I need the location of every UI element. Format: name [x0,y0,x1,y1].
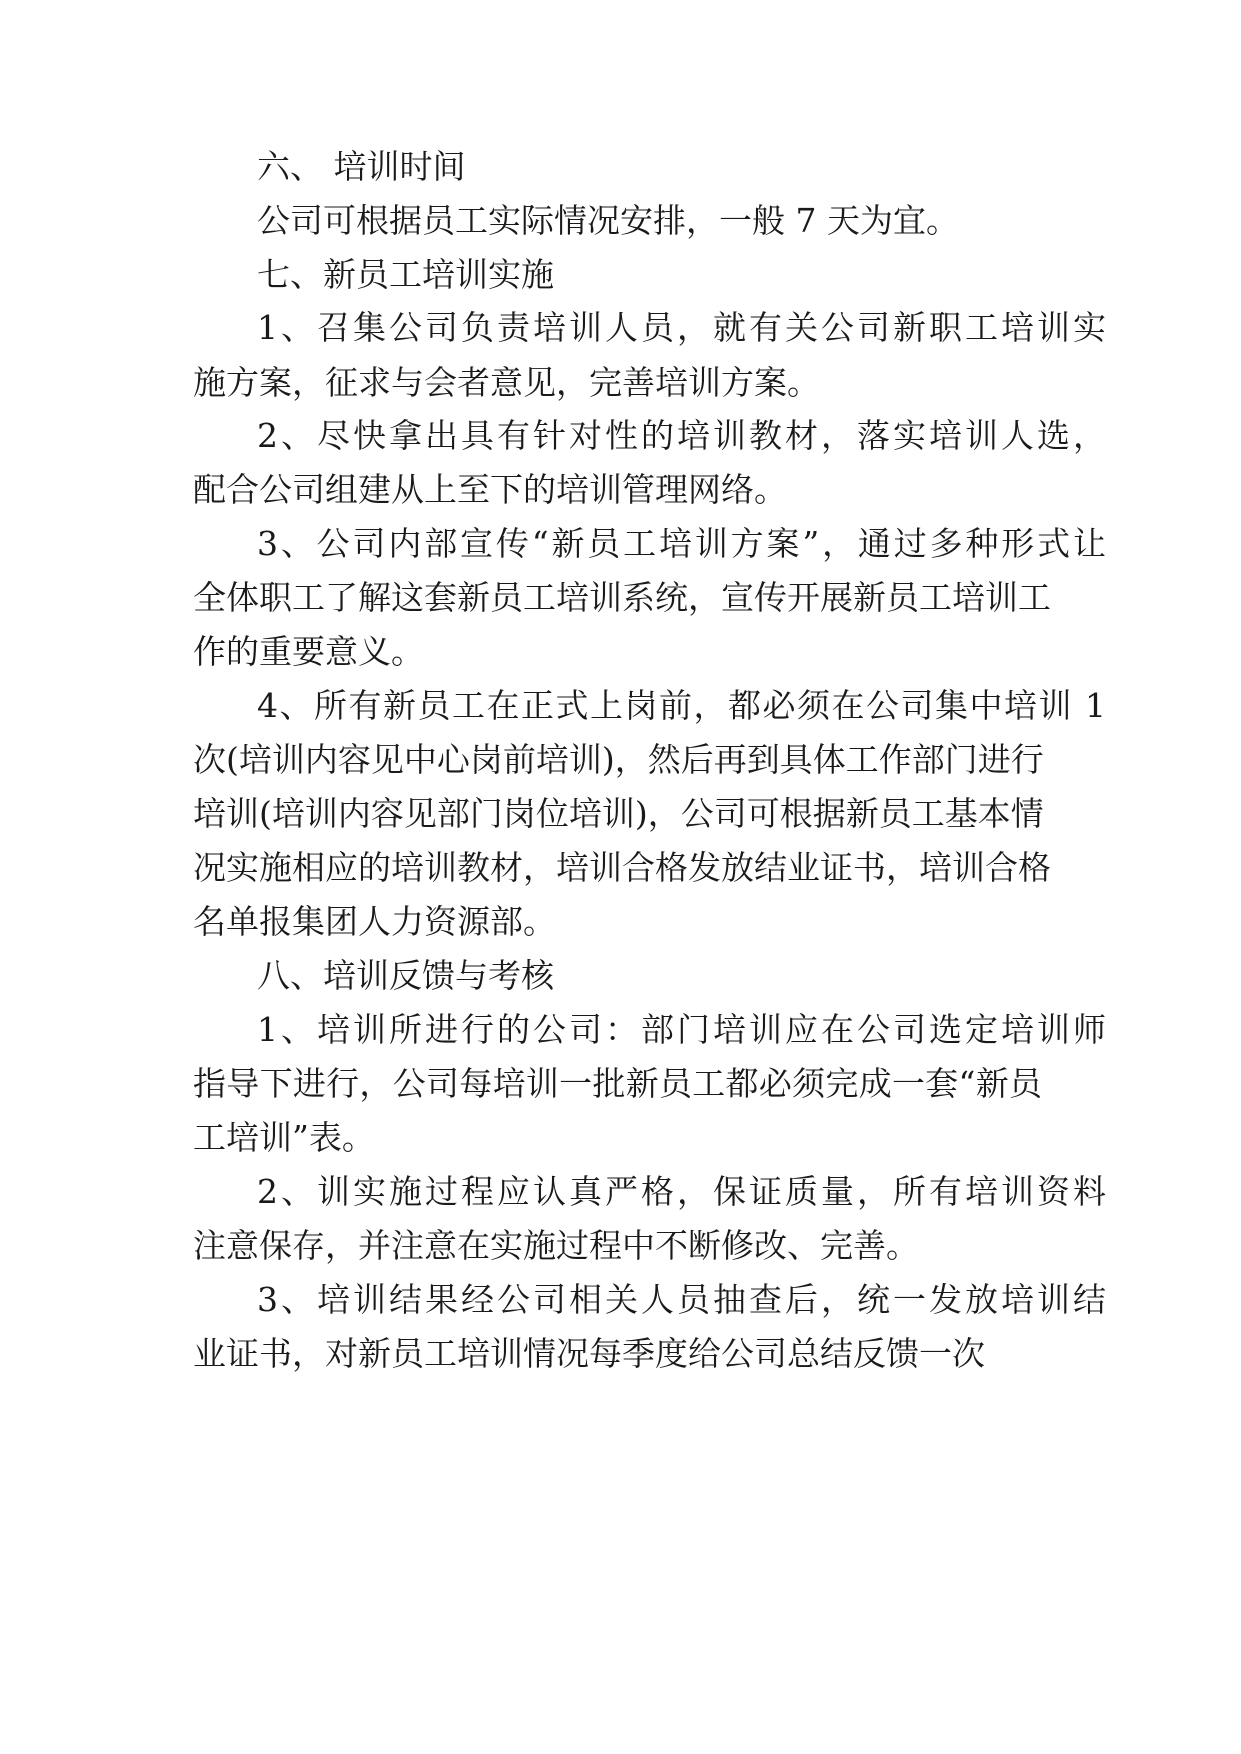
paragraph-line: 指导下进行，公司每培训一批新员工都必须完成一套“新员 [193,1064,1042,1103]
section-heading-training-time: 六、 培训时间 [257,147,466,186]
paragraph-line: 施方案，征求与会者意见，完善培训方案。 [193,363,820,402]
paragraph-line: 培训(培训内容见部门岗位培训)，公司可根据新员工基本情 [193,794,1044,833]
paragraph-line: 次(培训内容见中心岗前培训)，然后再到具体工作部门进行 [193,740,1044,779]
paragraph-line: 作的重要意义。 [193,632,424,671]
paragraph-line: 1、召集公司负责培训人员，就有关公司新职工培训实 [257,308,1106,347]
paragraph-line: 名单报集团人力资源部。 [193,902,556,941]
paragraph-line: 2、尽快拿出具有针对性的培训教材，落实培训人选， [257,416,1106,455]
paragraph-line: 配合公司组建从上至下的培训管理网络。 [193,470,787,509]
paragraph-line: 业证书，对新员工培训情况每季度给公司总结反馈一次 [193,1334,985,1373]
paragraph-line: 工培训”表。 [193,1118,375,1157]
paragraph-line: 3、培训结果经公司相关人员抽查后，统一发放培训结 [257,1280,1106,1319]
paragraph-line: 注意保存，并注意在实施过程中不断修改、完善。 [193,1226,919,1265]
paragraph-line: 全体职工了解这套新员工培训系统，宣传开展新员工培训工 [193,578,1051,617]
paragraph-line: 况实施相应的培训教材，培训合格发放结业证书，培训合格 [193,848,1051,887]
paragraph-line: 公司可根据员工实际情况安排，一般 7 天为宜。 [257,201,959,240]
paragraph-line: 1、培训所进行的公司：部门培训应在公司选定培训师 [257,1010,1106,1049]
paragraph-line: 4、所有新员工在正式上岗前，都必须在公司集中培训 1 [257,686,1106,725]
paragraph-line: 2、训实施过程应认真严格，保证质量，所有培训资料 [257,1172,1106,1211]
paragraph-line: 3、公司内部宣传“新员工培训方案”，通过多种形式让 [257,524,1106,563]
section-heading-training-implementation: 七、新员工培训实施 [257,255,554,294]
section-heading-feedback-assessment: 八、培训反馈与考核 [257,956,554,995]
